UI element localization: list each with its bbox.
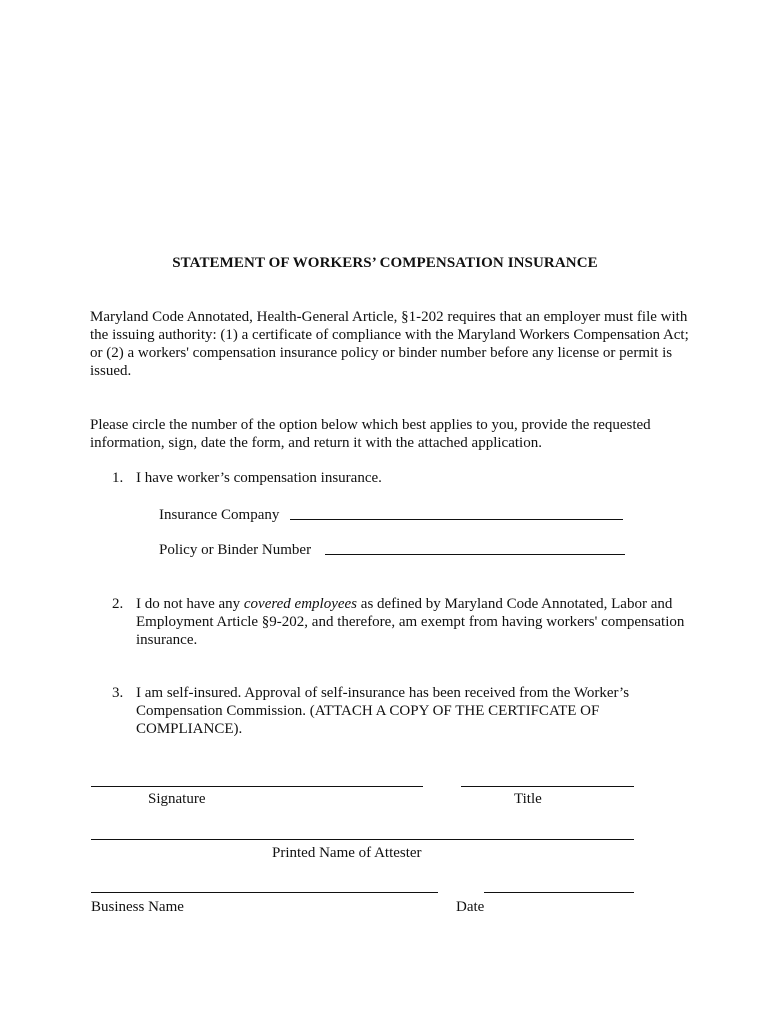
option-3-number[interactable]: 3. xyxy=(112,685,124,701)
instructions-paragraph: Please circle the number of the option below which best applies to you, provide the requested information, sign, date the form, and return it with the attached application. xyxy=(90,417,651,451)
date-line[interactable] xyxy=(484,892,634,893)
option-1-text: I have worker’s compensation insurance. xyxy=(136,470,382,486)
title-label: Title xyxy=(514,791,542,807)
option-3-text: I am self-insured. Approval of self-insurance has been received from the Worker’s Compensation Commission. (ATTACH A COPY OF THE CERTIFCATE OF COMPLIANCE). xyxy=(136,685,630,737)
business-name-label: Business Name xyxy=(91,899,184,915)
signature-label: Signature xyxy=(148,791,206,807)
option-2-number[interactable]: 2. xyxy=(112,596,124,612)
insurance-company-label: Insurance Company xyxy=(159,507,280,523)
policy-binder-field[interactable] xyxy=(325,554,625,555)
option-2-text-before: I do not have any xyxy=(136,596,244,612)
option-2-text xyxy=(136,595,696,649)
printed-name-label: Printed Name of Attester xyxy=(272,845,422,861)
intro-paragraph: Maryland Code Annotated, Health-General Article, §1-202 requires that an employer must file with the issuing authority: (1) a certificate of compliance with the Maryland Workers Compensation Act; or (2) a workers' compensation insurance policy or binder number before any license or permit is issued. xyxy=(90,309,689,379)
document-title: STATEMENT OF WORKERS’ COMPENSATION INSURANCE xyxy=(172,255,598,271)
business-name-line[interactable] xyxy=(91,892,438,893)
option-1-number[interactable]: 1. xyxy=(112,470,124,486)
date-label: Date xyxy=(456,899,485,915)
title-line[interactable] xyxy=(461,786,634,787)
option-2-text-after: as defined by Maryland Code Annotated, Labor and Employment Article §9-202, and therefore, am exempt from having workers' compensation insurance. xyxy=(136,596,685,648)
insurance-company-field[interactable] xyxy=(290,519,623,520)
covered-employees-emphasis: covered employees xyxy=(243,596,358,612)
printed-name-line[interactable] xyxy=(91,839,634,840)
signature-line[interactable] xyxy=(91,786,423,787)
policy-binder-label: Policy or Binder Number xyxy=(159,542,312,558)
